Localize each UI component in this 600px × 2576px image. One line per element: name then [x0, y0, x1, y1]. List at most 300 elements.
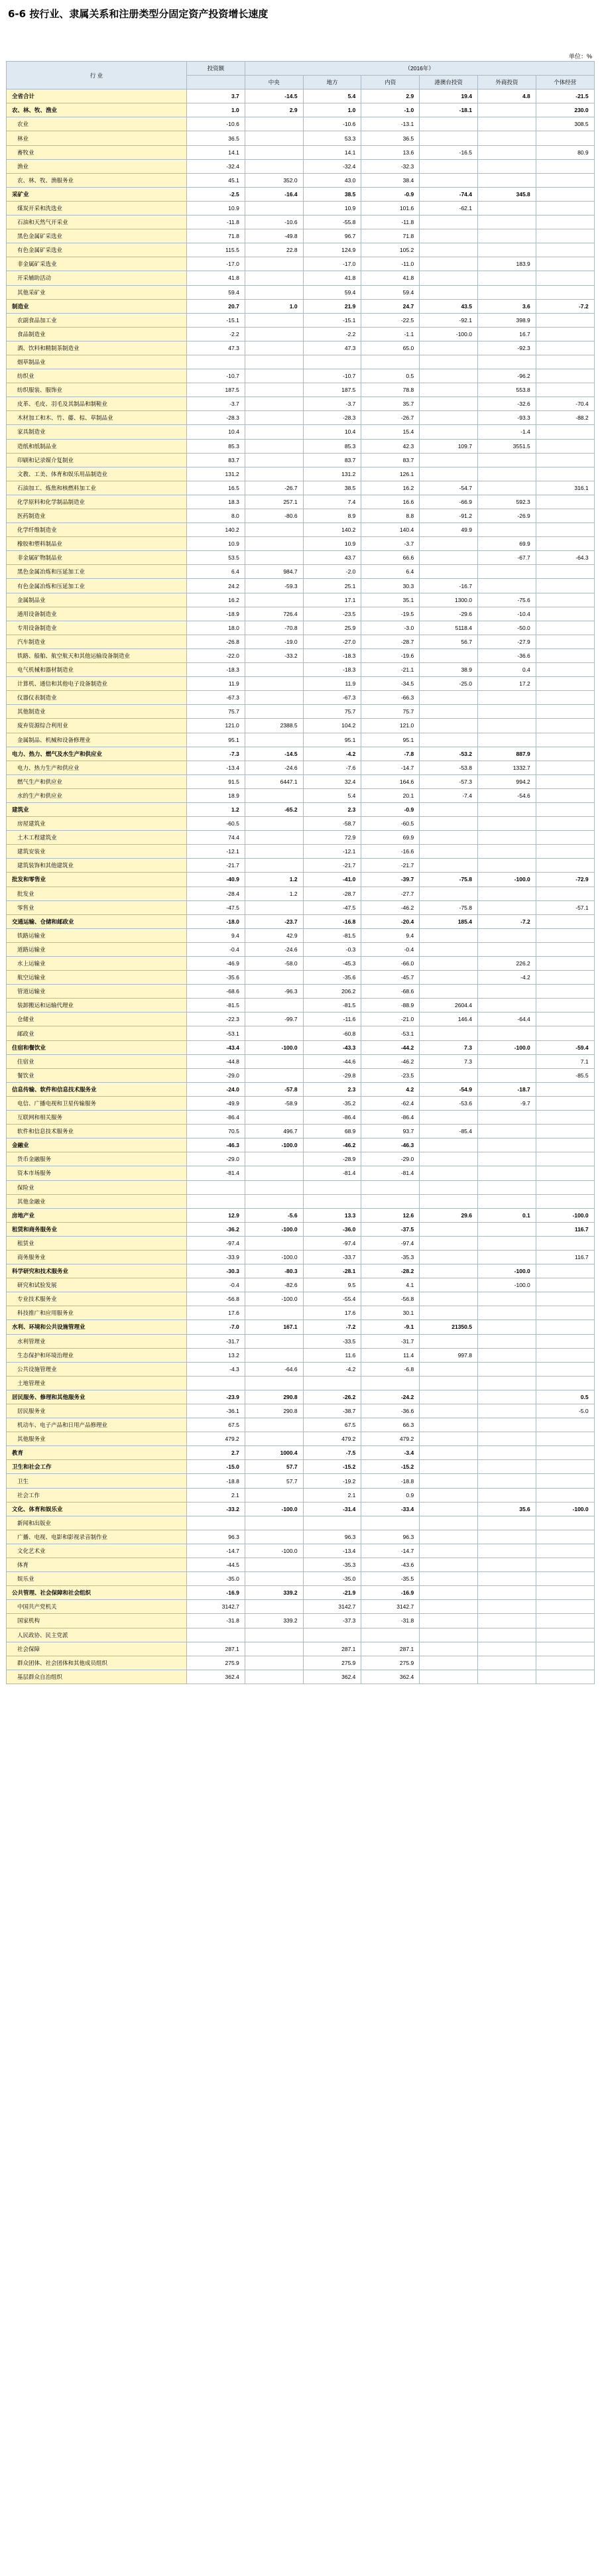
row-value: -59.3: [245, 579, 303, 593]
table-row: [7, 831, 595, 845]
row-value: 308.5: [536, 117, 594, 131]
table-row: [7, 1250, 595, 1264]
row-label: 住宿和餐饮业: [7, 1040, 187, 1054]
row-value: 16.2: [361, 481, 420, 495]
row-value: -28.2: [361, 1264, 420, 1278]
row-value: [536, 1194, 594, 1208]
table-row: [7, 145, 595, 159]
row-value: 75.7: [303, 705, 361, 719]
row-value: -33.5: [303, 1334, 361, 1348]
row-value: -35.6: [187, 971, 245, 985]
row-value: [420, 845, 478, 859]
row-value: 85.3: [187, 439, 245, 453]
row-value: 2.1: [187, 1488, 245, 1502]
row-value: -43.3: [303, 1040, 361, 1054]
row-value: [303, 1180, 361, 1194]
row-value: -92.3: [477, 341, 536, 355]
row-value: [420, 285, 478, 299]
table-row: [7, 648, 595, 662]
row-value: [536, 1111, 594, 1125]
row-value: [477, 1446, 536, 1460]
row-value: [536, 187, 594, 201]
row-value: [420, 1600, 478, 1614]
row-value: -10.6: [245, 215, 303, 229]
row-value: -36.6: [477, 648, 536, 662]
row-value: [420, 369, 478, 383]
row-value: 5118.4: [420, 621, 478, 635]
row-value: [477, 523, 536, 537]
row-value: [245, 467, 303, 481]
row-value: -7.4: [420, 788, 478, 802]
row-value: -56.8: [361, 1292, 420, 1306]
row-value: -2.2: [303, 327, 361, 341]
row-value: -67.3: [187, 691, 245, 705]
row-value: [477, 271, 536, 285]
row-value: [536, 243, 594, 257]
table-row: [7, 635, 595, 648]
row-label: 金融业: [7, 1138, 187, 1152]
row-value: -32.6: [477, 397, 536, 411]
table-row: [7, 859, 595, 873]
row-value: [477, 928, 536, 942]
row-value: 66.3: [361, 1418, 420, 1432]
row-value: 345.8: [477, 187, 536, 201]
row-label: 橡胶和塑料制品业: [7, 537, 187, 551]
row-value: 15.4: [361, 425, 420, 439]
row-label: 建筑装饰和其他建筑业: [7, 859, 187, 873]
row-value: [245, 327, 303, 341]
row-value: -26.9: [477, 509, 536, 523]
row-value: -100.0: [245, 1222, 303, 1236]
row-value: 96.3: [361, 1530, 420, 1544]
row-value: [477, 1111, 536, 1125]
row-value: -27.9: [477, 635, 536, 648]
row-value: [303, 1376, 361, 1390]
row-value: 42.3: [361, 439, 420, 453]
row-value: [477, 1152, 536, 1166]
row-value: [536, 831, 594, 845]
row-value: -64.6: [245, 1362, 303, 1376]
row-value: [536, 1614, 594, 1628]
row-value: [245, 537, 303, 551]
row-value: [536, 1166, 594, 1180]
row-value: -15.0: [187, 1460, 245, 1474]
table-row: [7, 691, 595, 705]
row-value: [536, 383, 594, 397]
row-value: [420, 551, 478, 565]
row-value: [536, 691, 594, 705]
table-row: [7, 551, 595, 565]
row-value: -35.2: [303, 1096, 361, 1110]
row-value: [477, 691, 536, 705]
row-label: 交通运输、仓储和邮政业: [7, 914, 187, 928]
row-value: -53.6: [420, 1096, 478, 1110]
row-value: 6.4: [187, 565, 245, 579]
row-value: [536, 999, 594, 1012]
row-value: -58.0: [245, 957, 303, 971]
row-value: 18.0: [187, 621, 245, 635]
page-title: 6-6 按行业、隶属关系和注册类型分固定资产投资增长速度: [8, 8, 269, 20]
row-value: -21.7: [187, 859, 245, 873]
row-value: -13.4: [303, 1544, 361, 1558]
row-value: 109.7: [420, 439, 478, 453]
row-value: [536, 1418, 594, 1432]
row-value: -18.8: [187, 1474, 245, 1488]
row-value: -11.0: [361, 257, 420, 271]
row-value: 1.2: [245, 873, 303, 887]
row-value: [477, 1166, 536, 1180]
row-value: [536, 1376, 594, 1390]
row-value: [477, 1614, 536, 1628]
row-value: [420, 341, 478, 355]
row-value: 17.1: [303, 593, 361, 607]
row-value: -7.2: [536, 299, 594, 313]
row-value: 230.0: [536, 103, 594, 117]
row-label: 其他服务业: [7, 1432, 187, 1446]
row-value: [477, 1348, 536, 1362]
row-value: 339.2: [245, 1614, 303, 1628]
row-value: -11.8: [361, 215, 420, 229]
table-row: [7, 1012, 595, 1026]
row-value: 43.5: [420, 299, 478, 313]
row-value: -7.0: [187, 1320, 245, 1334]
row-value: [420, 397, 478, 411]
row-value: -81.5: [187, 999, 245, 1012]
row-value: -18.8: [361, 1474, 420, 1488]
row-value: -9.1: [361, 1320, 420, 1334]
row-label: 酒、饮料和精制茶制造业: [7, 341, 187, 355]
row-label: 水上运输业: [7, 957, 187, 971]
row-value: -100.0: [245, 1544, 303, 1558]
table-row: [7, 1362, 595, 1376]
row-label: 机动车、电子产品和日用产品修理业: [7, 1418, 187, 1432]
row-value: 104.2: [303, 719, 361, 733]
row-value: [420, 1236, 478, 1250]
row-value: -88.9: [361, 999, 420, 1012]
row-value: -28.7: [303, 887, 361, 900]
row-value: [536, 1530, 594, 1544]
row-value: -54.7: [420, 481, 478, 495]
row-label: 道路运输业: [7, 942, 187, 956]
row-value: [536, 1558, 594, 1572]
table-row: [7, 1628, 595, 1642]
row-value: [477, 985, 536, 999]
table-row: [7, 103, 595, 117]
row-value: [420, 1614, 478, 1628]
row-value: -4.3: [187, 1362, 245, 1376]
row-value: -32.3: [361, 159, 420, 173]
row-value: [245, 411, 303, 425]
table-row: [7, 845, 595, 859]
row-label: 社会保障: [7, 1642, 187, 1656]
row-value: 53.5: [187, 551, 245, 565]
row-label: 其他采矿业: [7, 285, 187, 299]
row-value: 16.6: [361, 495, 420, 509]
row-label: 化学原料和化学制品制造业: [7, 495, 187, 509]
row-value: 2.1: [303, 1488, 361, 1502]
table-row: [7, 1222, 595, 1236]
table-row: [7, 383, 595, 397]
row-value: [420, 159, 478, 173]
row-value: [420, 1026, 478, 1040]
row-value: 7.3: [420, 1054, 478, 1068]
row-value: [420, 1264, 478, 1278]
row-value: [245, 691, 303, 705]
row-value: [420, 1628, 478, 1642]
table-row: [7, 1348, 595, 1362]
row-value: [361, 1180, 420, 1194]
row-value: 59.4: [361, 285, 420, 299]
row-value: -92.1: [420, 313, 478, 327]
row-value: 2.3: [303, 802, 361, 816]
row-value: [477, 285, 536, 299]
table-row: [7, 369, 595, 383]
table-row: [7, 999, 595, 1012]
row-value: [245, 999, 303, 1012]
row-label: 卫生: [7, 1474, 187, 1488]
row-value: [420, 691, 478, 705]
row-value: [245, 1054, 303, 1068]
row-value: [536, 1348, 594, 1362]
row-value: 140.2: [303, 523, 361, 537]
row-value: 49.9: [420, 523, 478, 537]
row-value: [420, 942, 478, 956]
row-value: 59.4: [187, 285, 245, 299]
row-label: 水的生产和供应业: [7, 788, 187, 802]
row-value: 41.8: [303, 271, 361, 285]
row-value: -30.3: [187, 1264, 245, 1278]
row-value: [477, 887, 536, 900]
table-row: [7, 971, 595, 985]
row-label: 专业技术服务业: [7, 1292, 187, 1306]
row-value: [245, 1642, 303, 1656]
row-value: -2.2: [187, 327, 245, 341]
row-value: 3.6: [477, 299, 536, 313]
row-value: 42.9: [245, 928, 303, 942]
row-value: -34.5: [361, 677, 420, 691]
row-label: 非金属矿物制品业: [7, 551, 187, 565]
table-row: [7, 257, 595, 271]
row-value: 257.1: [245, 495, 303, 509]
row-value: 47.3: [187, 341, 245, 355]
row-value: [536, 327, 594, 341]
row-value: -14.7: [187, 1544, 245, 1558]
row-label: 房地产业: [7, 1208, 187, 1222]
row-value: [245, 1166, 303, 1180]
row-label: 房屋建筑业: [7, 817, 187, 831]
table-row: [7, 1320, 595, 1334]
row-value: 24.2: [187, 579, 245, 593]
table-row: [7, 439, 595, 453]
row-value: [420, 648, 478, 662]
row-value: -100.0: [245, 1138, 303, 1152]
table-row: [7, 1572, 595, 1586]
row-value: [477, 1572, 536, 1586]
row-value: [245, 439, 303, 453]
row-value: [536, 425, 594, 439]
row-value: [245, 733, 303, 747]
row-value: 69.9: [361, 831, 420, 845]
row-value: -26.7: [361, 411, 420, 425]
row-value: -14.5: [245, 90, 303, 103]
table-row: [7, 705, 595, 719]
row-value: 362.4: [361, 1670, 420, 1684]
row-value: -13.1: [361, 117, 420, 131]
row-value: -4.2: [303, 747, 361, 761]
table-row: [7, 802, 595, 816]
row-value: -16.8: [303, 914, 361, 928]
table-row: [7, 1488, 595, 1502]
row-value: 16.5: [187, 481, 245, 495]
row-value: -36.1: [187, 1404, 245, 1418]
table-row: [7, 1642, 595, 1656]
row-label: 群众团体、社会团体和其他成员组织: [7, 1656, 187, 1670]
row-label: 黑色金属冶炼和压延加工业: [7, 565, 187, 579]
row-value: [420, 1194, 478, 1208]
row-label: 食品制造业: [7, 327, 187, 341]
row-value: 994.2: [477, 774, 536, 788]
row-value: 41.8: [187, 271, 245, 285]
row-value: 126.1: [361, 467, 420, 481]
row-value: [245, 1334, 303, 1348]
row-value: [536, 1236, 594, 1250]
row-value: 45.1: [187, 173, 245, 187]
row-value: -21.7: [303, 859, 361, 873]
row-value: -36.2: [187, 1222, 245, 1236]
table-row: [7, 229, 595, 243]
row-value: [536, 621, 594, 635]
row-value: [420, 1530, 478, 1544]
row-value: [536, 1292, 594, 1306]
row-label: 居民服务、修理和其他服务业: [7, 1390, 187, 1404]
row-value: -99.7: [245, 1012, 303, 1026]
row-value: -16.5: [420, 145, 478, 159]
row-value: [477, 1516, 536, 1530]
row-value: -100.0: [245, 1502, 303, 1516]
table-row: [7, 523, 595, 537]
table-row: [7, 747, 595, 761]
row-value: -5.0: [536, 1404, 594, 1418]
row-value: [477, 159, 536, 173]
table-row: [7, 1334, 595, 1348]
row-value: [245, 1558, 303, 1572]
row-value: 67.5: [303, 1418, 361, 1432]
row-label: 其他制造业: [7, 705, 187, 719]
row-value: -39.7: [361, 873, 420, 887]
row-value: 30.1: [361, 1306, 420, 1320]
table-row: [7, 1530, 595, 1544]
row-value: -3.7: [187, 397, 245, 411]
row-value: [420, 1446, 478, 1460]
row-label: 燃气生产和供应业: [7, 774, 187, 788]
row-value: -22.5: [361, 313, 420, 327]
row-value: -74.4: [420, 187, 478, 201]
row-value: -18.3: [303, 663, 361, 677]
table-row: [7, 1306, 595, 1320]
table-row: [7, 1558, 595, 1572]
row-value: -67.3: [303, 691, 361, 705]
row-label: 专用设备制造业: [7, 621, 187, 635]
row-value: 287.1: [303, 1642, 361, 1656]
row-value: [477, 1390, 536, 1404]
row-value: -49.8: [245, 229, 303, 243]
row-value: [477, 355, 536, 369]
row-value: -32.4: [303, 159, 361, 173]
row-value: 53.3: [303, 131, 361, 145]
row-value: -46.2: [361, 900, 420, 914]
row-value: [536, 887, 594, 900]
row-value: [536, 1642, 594, 1656]
row-value: -82.6: [245, 1278, 303, 1292]
table-row: [7, 607, 595, 621]
row-label: 煤炭开采和洗选业: [7, 201, 187, 215]
table-row: [7, 509, 595, 523]
row-label: 广播、电视、电影和影视录音制作业: [7, 1530, 187, 1544]
row-label: 电信、广播电视和卫星传输服务: [7, 1096, 187, 1110]
row-label: 水利管理业: [7, 1334, 187, 1348]
row-value: [245, 817, 303, 831]
row-value: -19.2: [303, 1474, 361, 1488]
row-value: -46.3: [187, 1138, 245, 1152]
row-value: [245, 341, 303, 355]
row-label: 新闻和出版业: [7, 1516, 187, 1530]
row-value: -31.7: [361, 1334, 420, 1348]
row-value: 1.0: [245, 299, 303, 313]
row-value: 124.9: [303, 243, 361, 257]
row-value: [477, 1544, 536, 1558]
row-value: -53.8: [420, 761, 478, 774]
table-row: [7, 900, 595, 914]
row-value: -81.4: [303, 1166, 361, 1180]
row-value: [245, 593, 303, 607]
row-value: 67.5: [187, 1418, 245, 1432]
row-value: [536, 1362, 594, 1376]
row-value: -25.0: [420, 677, 478, 691]
row-value: 287.1: [187, 1642, 245, 1656]
row-value: 95.1: [187, 733, 245, 747]
table-row: [7, 1390, 595, 1404]
row-value: -0.3: [303, 942, 361, 956]
table-row: [7, 1054, 595, 1068]
row-value: [536, 467, 594, 481]
row-value: 38.4: [361, 173, 420, 187]
table-row: [7, 537, 595, 551]
row-value: [420, 831, 478, 845]
row-value: -28.1: [303, 1264, 361, 1278]
row-value: [536, 565, 594, 579]
row-value: [536, 1572, 594, 1586]
row-value: [536, 971, 594, 985]
row-value: 140.2: [187, 523, 245, 537]
row-value: [420, 1474, 478, 1488]
row-value: [303, 355, 361, 369]
row-value: [187, 1516, 245, 1530]
row-value: [477, 1376, 536, 1390]
row-value: [245, 788, 303, 802]
row-value: [420, 453, 478, 467]
row-value: -33.9: [187, 1250, 245, 1264]
row-label: 木材加工和木、竹、藤、棕、草制品业: [7, 411, 187, 425]
table-row: [7, 1194, 595, 1208]
header-col-individual: 个体经营: [536, 76, 594, 90]
row-label: 仪器仪表制造业: [7, 691, 187, 705]
table-row: [7, 1026, 595, 1040]
row-value: 226.2: [477, 957, 536, 971]
row-value: 70.5: [187, 1125, 245, 1138]
row-value: -59.4: [536, 1040, 594, 1054]
row-value: [536, 845, 594, 859]
row-label: 纺织业: [7, 369, 187, 383]
